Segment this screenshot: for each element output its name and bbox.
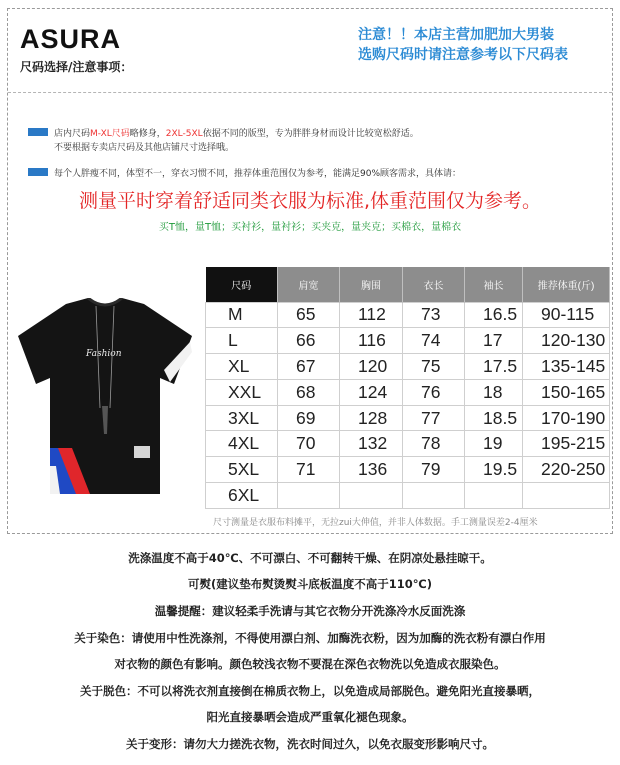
table-row bbox=[206, 302, 610, 328]
cell-sleeve: 17 bbox=[465, 328, 523, 354]
care-line-2: 可熨(建议垫布熨烫熨斗底板温度不高于110℃) bbox=[188, 577, 432, 591]
header-shoulder: 肩宽 bbox=[278, 267, 340, 302]
cell-weight: 170-190 bbox=[523, 405, 610, 431]
cell-shoulder: 70 bbox=[278, 431, 340, 457]
cell-length: 78 bbox=[403, 431, 465, 457]
size-note-3: 每个人胖瘦不同，体型不一，穿衣习惯不同，推荐体重范围仅为参考，能满足90%顾客需求，具体请： bbox=[54, 169, 462, 179]
care-line-1: 洗涤温度不高于40℃、不可漂白、不可翻转干燥、在阴凉处悬挂晾干。 bbox=[128, 551, 492, 565]
brand-logo: ASURA bbox=[20, 24, 122, 54]
cell-sleeve: 17.5 bbox=[465, 354, 523, 380]
note-text: 略修身， bbox=[129, 129, 166, 139]
table-row bbox=[206, 328, 610, 354]
measure-advice: 测量平时穿着舒适同类衣服为标准,体重范围仅为参考。 bbox=[78, 190, 542, 212]
care-line-8: 关于变形：请勿大力搓洗衣物，洗衣时间过久，以免衣服变形影响尺寸。 bbox=[126, 737, 494, 751]
cell-size: 4XL bbox=[206, 431, 278, 457]
cell-length: 73 bbox=[403, 302, 465, 328]
cell-sleeve: 19 bbox=[465, 431, 523, 457]
header-chest: 胸围 bbox=[340, 267, 403, 302]
table-row bbox=[206, 483, 610, 509]
note-highlight: M-XL尺码 bbox=[90, 129, 130, 139]
cell-size: L bbox=[206, 328, 278, 354]
cell-chest bbox=[340, 483, 403, 509]
shirt-print-text: Fashion bbox=[86, 349, 122, 359]
table-row bbox=[206, 457, 610, 483]
note-text: 店内尺码 bbox=[54, 129, 91, 139]
care-line-4: 关于染色：请使用中性洗涤剂，不得使用漂白剂、加酶洗衣粉，因为加酶的洗衣粉有漂白作用 bbox=[74, 631, 546, 645]
table-header-row bbox=[206, 267, 610, 302]
size-note-1 bbox=[54, 126, 419, 139]
measurement-note: 尺寸测量是衣服布料摊平，无拉zui大伸值，并非人体数据。手工测量误差2-4厘米 bbox=[213, 518, 538, 528]
cell-length bbox=[403, 483, 465, 509]
care-line-5: 对衣物的颜色有影响。颜色较浅衣物不要混在深色衣物洗以免造成衣服染色。 bbox=[114, 657, 506, 671]
page-subtitle: 尺码选择/注意事项： bbox=[20, 60, 133, 74]
cell-size: M bbox=[206, 302, 278, 328]
cell-weight bbox=[523, 483, 610, 509]
care-line-7: 阳光直接暴晒会造成严重氧化褪色现象。 bbox=[206, 710, 414, 724]
note-highlight: 2XL-5XL bbox=[165, 129, 203, 139]
table-row bbox=[206, 354, 610, 380]
cell-size: 6XL bbox=[206, 483, 278, 509]
cell-length: 75 bbox=[403, 354, 465, 380]
cell-chest: 120 bbox=[340, 354, 403, 380]
cell-length: 74 bbox=[403, 328, 465, 354]
notice-line-1: 注意！！本店主营加肥加大男装 bbox=[358, 27, 554, 43]
care-line-6: 关于脱色：不可以将洗衣剂直接倒在棉质衣物上，以免造成局部脱色。避免阳光直接暴晒， bbox=[80, 684, 540, 698]
cell-sleeve: 18 bbox=[465, 379, 523, 405]
cell-size: 3XL bbox=[206, 405, 278, 431]
cell-weight: 135-145 bbox=[523, 354, 610, 380]
cell-length: 76 bbox=[403, 379, 465, 405]
cell-length: 79 bbox=[403, 457, 465, 483]
cell-weight: 120-130 bbox=[523, 328, 610, 354]
table-row bbox=[206, 405, 610, 431]
cell-size: 5XL bbox=[206, 457, 278, 483]
cell-size: XL bbox=[206, 354, 278, 380]
cell-weight: 90-115 bbox=[523, 302, 610, 328]
cell-shoulder: 67 bbox=[278, 354, 340, 380]
cell-weight: 150-165 bbox=[523, 379, 610, 405]
table-row bbox=[206, 431, 610, 457]
cell-shoulder bbox=[278, 483, 340, 509]
cell-weight: 195-215 bbox=[523, 431, 610, 457]
section-divider bbox=[8, 92, 612, 93]
cell-sleeve: 18.5 bbox=[465, 405, 523, 431]
cell-sleeve: 19.5 bbox=[465, 457, 523, 483]
cell-chest: 128 bbox=[340, 405, 403, 431]
cell-chest: 112 bbox=[340, 302, 403, 328]
cell-shoulder: 65 bbox=[278, 302, 340, 328]
header-sleeve: 袖长 bbox=[465, 267, 523, 302]
cell-sleeve bbox=[465, 483, 523, 509]
care-line-3: 温馨提醒：建议轻柔手洗请与其它衣物分开洗涤冷水反面洗涤 bbox=[154, 604, 466, 618]
tshirt-image bbox=[14, 298, 196, 498]
cell-shoulder: 69 bbox=[278, 405, 340, 431]
cell-chest: 124 bbox=[340, 379, 403, 405]
size-note-2: 不要根据专卖店尺码及其他店铺尺寸选择哦。 bbox=[54, 143, 235, 153]
measure-tip: 买T恤，量T恤；买衬衫，量衬衫；买夹克，量夹克；买棉衣，量棉衣 bbox=[158, 222, 462, 233]
table-row bbox=[206, 379, 610, 405]
cell-size: XXL bbox=[206, 379, 278, 405]
size-chart-table bbox=[205, 267, 610, 509]
header-size: 尺码 bbox=[206, 267, 278, 302]
cell-sleeve: 16.5 bbox=[465, 302, 523, 328]
header-length: 衣长 bbox=[403, 267, 465, 302]
cell-shoulder: 71 bbox=[278, 457, 340, 483]
bullet-bar-icon bbox=[28, 168, 48, 176]
header-weight: 推荐体重(斤) bbox=[523, 267, 610, 302]
cell-length: 77 bbox=[403, 405, 465, 431]
cell-chest: 116 bbox=[340, 328, 403, 354]
cell-weight: 220-250 bbox=[523, 457, 610, 483]
bullet-bar-icon bbox=[28, 128, 48, 136]
cell-shoulder: 66 bbox=[278, 328, 340, 354]
note-text: 依据不同的版型，专为胖胖身材而设计比较宽松舒适。 bbox=[202, 129, 419, 139]
cell-chest: 136 bbox=[340, 457, 403, 483]
cell-chest: 132 bbox=[340, 431, 403, 457]
notice-line-2: 选购尺码时请注意参考以下尺码表 bbox=[358, 47, 568, 63]
cell-shoulder: 68 bbox=[278, 379, 340, 405]
